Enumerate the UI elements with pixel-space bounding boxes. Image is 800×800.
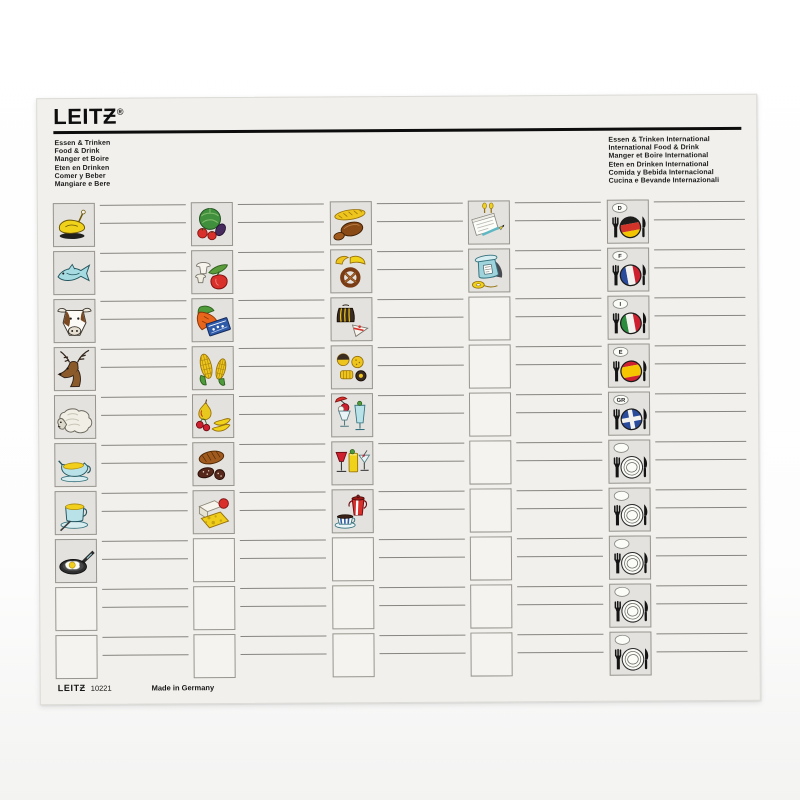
- label-cell-blank: [469, 344, 511, 388]
- label-cell-france-cuisine: [607, 247, 649, 291]
- knife-icon: [643, 360, 646, 381]
- write-line: [377, 317, 463, 319]
- write-line: [240, 491, 326, 493]
- write-line: [516, 364, 602, 366]
- title-line: Comer y Beber: [54, 172, 106, 180]
- write-line: [102, 588, 188, 590]
- write-line: [239, 413, 325, 415]
- svg-text:E: E: [618, 349, 623, 356]
- write-line: [100, 204, 186, 206]
- label-cell-beef: [53, 299, 95, 343]
- write-line: [656, 603, 747, 605]
- write-line: [657, 651, 748, 653]
- france-flag-plate-icon: [608, 248, 648, 290]
- label-cell-blank: [193, 586, 235, 630]
- italy-flag-plate-icon: [608, 296, 648, 338]
- write-line: [102, 510, 188, 512]
- fork-icon: [612, 217, 618, 238]
- write-line: [240, 587, 326, 589]
- write-line: [517, 556, 603, 558]
- lamb-icon: [55, 396, 95, 438]
- write-line: [103, 654, 189, 656]
- label-cell-plain-plate: [609, 631, 651, 675]
- label-cell-blank: [193, 538, 235, 582]
- write-line: [101, 414, 187, 416]
- fork-icon: [614, 505, 620, 526]
- svg-text:D: D: [617, 205, 622, 212]
- label-cell-fried-egg: [55, 539, 97, 583]
- write-line: [239, 395, 325, 397]
- label-cell-ice-cream-sundae: [331, 393, 373, 437]
- write-line: [515, 297, 601, 299]
- knife-icon: [645, 648, 648, 669]
- write-line: [655, 363, 746, 365]
- write-line: [238, 221, 324, 223]
- label-cell-germany-cuisine: [607, 199, 649, 243]
- fork-icon: [613, 361, 619, 382]
- write-line: [102, 540, 188, 542]
- label-cell-plain-plate: [609, 487, 651, 531]
- write-line: [517, 633, 603, 635]
- label-cell-frozen-vegetables: [191, 298, 233, 342]
- write-line: [656, 488, 747, 490]
- fork-icon: [613, 313, 619, 334]
- cakes-icon: [331, 298, 371, 340]
- write-line: [240, 635, 326, 637]
- write-line: [517, 489, 603, 491]
- write-line: [100, 222, 186, 224]
- title-line: Manger et Boire: [54, 156, 109, 164]
- fork-icon: [613, 265, 619, 286]
- write-line: [101, 396, 187, 398]
- write-line: [240, 539, 326, 541]
- logo-text: LEITƵ: [53, 103, 117, 130]
- write-line: [517, 604, 603, 606]
- write-line: [102, 558, 188, 560]
- write-line: [101, 366, 187, 368]
- write-line: [377, 298, 463, 300]
- svg-text:I: I: [619, 301, 622, 308]
- write-line: [656, 536, 747, 538]
- write-line: [517, 508, 603, 510]
- write-line: [378, 365, 464, 367]
- write-line: [377, 202, 463, 204]
- label-cell-gravy-boat: [54, 443, 96, 487]
- label-cell-fruit: [192, 394, 234, 438]
- write-line: [655, 392, 746, 394]
- knife-icon: [643, 408, 646, 429]
- label-cell-lamb: [54, 395, 96, 439]
- write-line: [100, 252, 186, 254]
- write-line: [655, 344, 746, 346]
- write-line: [656, 555, 747, 557]
- write-line: [516, 441, 602, 443]
- write-line: [102, 636, 188, 638]
- write-line: [238, 317, 324, 319]
- pastries-icon: [331, 250, 371, 292]
- sausage-coldcuts-icon: [193, 443, 233, 485]
- fork-icon: [613, 409, 619, 430]
- write-line: [379, 586, 465, 588]
- label-cell-blank: [332, 585, 374, 629]
- beef-icon: [54, 300, 94, 342]
- write-line: [515, 220, 601, 222]
- write-line: [517, 537, 603, 539]
- write-line: [655, 440, 746, 442]
- germany-flag-plate-icon: [608, 200, 648, 242]
- write-line: [240, 605, 326, 607]
- write-line: [515, 201, 601, 203]
- label-cell-italy-cuisine: [607, 295, 649, 339]
- label-cell-kitchen-scale: [468, 248, 510, 292]
- plain-plate-icon: [610, 536, 650, 578]
- knife-icon: [645, 600, 648, 621]
- knife-icon: [643, 312, 646, 333]
- write-line: [655, 411, 746, 413]
- label-cell-soup: [55, 491, 97, 535]
- svg-text:GR: GR: [616, 397, 626, 404]
- label-cell-blank: [470, 584, 512, 628]
- write-line: [380, 653, 466, 655]
- drinks-icon: [332, 442, 372, 484]
- write-line: [239, 461, 325, 463]
- write-line: [100, 300, 186, 302]
- write-line: [241, 653, 327, 655]
- label-cell-plain-plate: [609, 535, 651, 579]
- label-cell-fish: [53, 251, 95, 295]
- kitchen-scale-icon: [469, 249, 509, 291]
- title-line: Essen & Trinken: [54, 139, 111, 148]
- divider-sheet: [36, 94, 761, 705]
- write-line: [377, 250, 463, 252]
- plain-plate-icon: [609, 440, 649, 482]
- knife-icon: [644, 456, 647, 477]
- footer-model-number: 10221: [90, 683, 112, 693]
- write-line: [377, 269, 463, 271]
- title-line: Comida y Bebida Internacional: [608, 168, 714, 177]
- knife-icon: [644, 552, 647, 573]
- ice-cream-sundae-icon: [332, 394, 372, 436]
- fork-icon: [615, 649, 621, 670]
- write-line: [379, 634, 465, 636]
- write-line: [516, 460, 602, 462]
- label-cell-recipe-notepad: [468, 200, 510, 244]
- registered-mark: ®: [116, 106, 124, 117]
- coffee-icon: [333, 490, 373, 532]
- write-line: [654, 219, 745, 221]
- gravy-boat-icon: [55, 444, 95, 486]
- knife-icon: [642, 216, 645, 237]
- write-line: [656, 507, 747, 509]
- write-line: [515, 316, 601, 318]
- write-line: [655, 459, 746, 461]
- label-cell-cakes: [330, 297, 372, 341]
- label-cell-blank: [332, 537, 374, 581]
- cookies-icon: [332, 346, 372, 388]
- mushrooms-peppers-icon: [192, 251, 232, 293]
- corn-icon: [193, 347, 233, 389]
- write-line: [240, 509, 326, 511]
- footer: [58, 682, 214, 693]
- write-line: [379, 605, 465, 607]
- write-line: [378, 442, 464, 444]
- label-cell-salad-vegetables: [191, 202, 233, 246]
- label-cell-blank: [468, 296, 510, 340]
- label-cell-bread: [330, 201, 372, 245]
- write-line: [379, 509, 465, 511]
- write-line: [238, 251, 324, 253]
- write-line: [515, 249, 601, 251]
- label-grid: [37, 95, 760, 704]
- write-line: [656, 584, 747, 586]
- label-cell-blank: [470, 632, 512, 676]
- cheese-icon: [194, 491, 234, 533]
- spain-flag-plate-icon: [609, 344, 649, 386]
- label-cell-plain-plate: [609, 583, 651, 627]
- label-cell-blank: [469, 392, 511, 436]
- write-line: [517, 585, 603, 587]
- write-line: [515, 268, 601, 270]
- salad-vegetables-icon: [192, 203, 232, 245]
- label-cell-blank: [470, 488, 512, 532]
- write-line: [518, 652, 604, 654]
- label-cell-cheese: [193, 490, 235, 534]
- plain-plate-icon: [610, 584, 650, 626]
- write-line: [239, 347, 325, 349]
- title-line: Essen & Trinken International: [608, 136, 710, 144]
- label-cell-drinks: [331, 441, 373, 485]
- bread-icon: [331, 202, 371, 244]
- write-line: [101, 318, 187, 320]
- write-line: [654, 315, 745, 317]
- write-line: [378, 461, 464, 463]
- knife-icon: [642, 264, 645, 285]
- title-line: International Food & Drink: [608, 144, 699, 152]
- label-cell-pastries: [330, 249, 372, 293]
- knife-icon: [644, 504, 647, 525]
- poultry-icon: [54, 204, 94, 246]
- title-line: Mangiare e Bere: [54, 180, 111, 189]
- title-line: Manger et Boire International: [608, 152, 709, 161]
- label-cell-coffee: [332, 489, 374, 533]
- recipe-notepad-icon: [469, 201, 509, 243]
- fried-egg-icon: [56, 540, 96, 582]
- write-line: [239, 443, 325, 445]
- write-line: [101, 444, 187, 446]
- label-cell-blank: [55, 635, 97, 679]
- title-line: Eten en Drinken International: [608, 160, 709, 169]
- label-cell-sausage-coldcuts: [192, 442, 234, 486]
- title-line: Eten en Drinken: [54, 164, 110, 172]
- label-cell-blank: [55, 587, 97, 631]
- write-line: [101, 348, 187, 350]
- write-line: [102, 492, 188, 494]
- frozen-vegetables-icon: [192, 299, 232, 341]
- write-line: [238, 269, 324, 271]
- label-cell-poultry: [53, 203, 95, 247]
- label-cell-cookies: [331, 345, 373, 389]
- write-line: [654, 296, 745, 298]
- write-line: [377, 221, 463, 223]
- label-cell-blank: [193, 634, 235, 678]
- write-line: [378, 346, 464, 348]
- write-line: [656, 632, 747, 634]
- title-line: Food & Drink: [54, 148, 100, 156]
- venison-icon: [55, 348, 95, 390]
- write-line: [654, 267, 745, 269]
- write-line: [516, 345, 602, 347]
- write-line: [240, 557, 326, 559]
- plain-plate-icon: [610, 632, 650, 674]
- write-line: [100, 270, 186, 272]
- footer-origin: Made in Germany: [151, 683, 215, 693]
- label-cell-plain-plate: [608, 439, 650, 483]
- write-line: [101, 462, 187, 464]
- title-line: Cucina e Bevande Internazionali: [608, 177, 720, 185]
- write-line: [378, 413, 464, 415]
- fork-icon: [615, 601, 621, 622]
- greece-flag-plate-icon: [609, 392, 649, 434]
- write-line: [378, 394, 464, 396]
- label-cell-corn: [192, 346, 234, 390]
- write-line: [654, 248, 745, 250]
- label-cell-venison: [54, 347, 96, 391]
- label-cell-blank: [469, 440, 511, 484]
- write-line: [379, 538, 465, 540]
- write-line: [239, 365, 325, 367]
- write-line: [654, 200, 745, 202]
- write-line: [379, 490, 465, 492]
- fork-icon: [614, 457, 620, 478]
- write-line: [379, 557, 465, 559]
- write-line: [516, 412, 602, 414]
- soup-icon: [56, 492, 96, 534]
- write-line: [238, 299, 324, 301]
- label-cell-greece-cuisine: [608, 391, 650, 435]
- svg-text:F: F: [618, 253, 622, 260]
- fish-icon: [54, 252, 94, 294]
- fruit-icon: [193, 395, 233, 437]
- label-cell-mushrooms-peppers: [191, 250, 233, 294]
- label-cell-spain-cuisine: [608, 343, 650, 387]
- plain-plate-icon: [610, 488, 650, 530]
- write-line: [238, 203, 324, 205]
- label-cell-blank: [470, 536, 512, 580]
- fork-icon: [614, 553, 620, 574]
- write-line: [516, 393, 602, 395]
- label-cell-blank: [332, 633, 374, 677]
- footer-brand: LEITƵ: [57, 682, 86, 694]
- write-line: [102, 606, 188, 608]
